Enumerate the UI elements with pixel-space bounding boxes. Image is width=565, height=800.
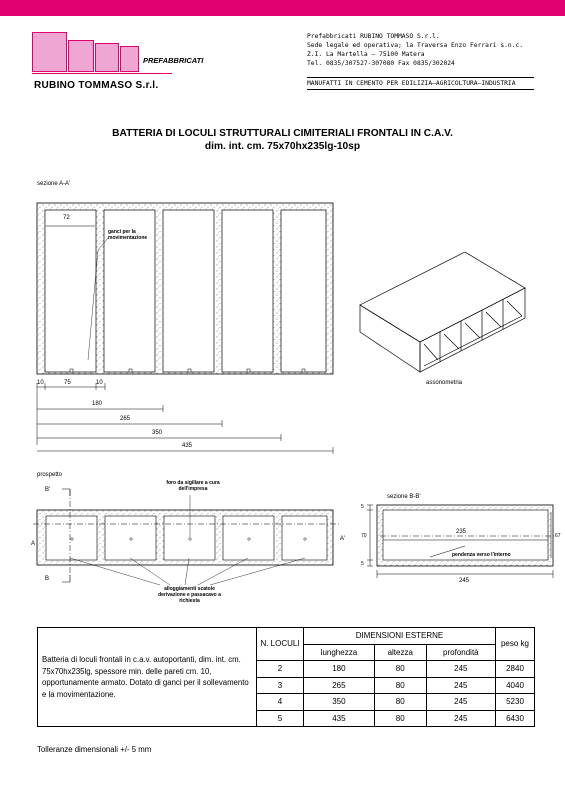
cell-n: 3 xyxy=(257,677,304,694)
cell-weight: 5230 xyxy=(496,694,535,711)
cell-weight: 4040 xyxy=(496,677,535,694)
company-name: RUBINO TOMMASO S.r.l. xyxy=(34,80,159,91)
cell-n: 2 xyxy=(257,661,304,678)
seat-note: alloggiamenti scatole derivazione e passacavo a richiesta xyxy=(158,586,221,604)
slope-note: pendenza verso l'interno xyxy=(452,552,511,558)
cell-weight: 6430 xyxy=(496,710,535,727)
cell-depth: 245 xyxy=(426,677,495,694)
dim-10-right: 10 xyxy=(96,380,103,386)
marker-a-prime: A' xyxy=(340,536,346,542)
cell-length: 265 xyxy=(304,677,375,694)
section-bb-label: sezione B-B' xyxy=(387,494,421,500)
col-dimensions: DIMENSIONI ESTERNE xyxy=(304,628,496,645)
cell-depth: 245 xyxy=(426,710,495,727)
dim-180: 180 xyxy=(92,401,103,407)
drawing-subtitle: dim. int. cm. 75x70hx235lg-10sp xyxy=(204,141,361,152)
header-info-line-1: Prefabbricati RUBINO TOMMASO S.r.l. xyxy=(307,33,440,40)
tolerance-note: Tolleranze dimensionali +/- 5 mm xyxy=(37,745,152,754)
dim-265: 265 xyxy=(120,416,131,422)
dim-350: 350 xyxy=(152,430,163,436)
cell-1 xyxy=(45,210,96,372)
marker-b: B xyxy=(45,576,50,582)
col-length: lunghezza xyxy=(304,644,375,661)
cell-height: 80 xyxy=(374,710,426,727)
cell-length: 350 xyxy=(304,694,375,711)
product-description: Batteria di loculi frontali in c.a.v. autoportanti, dim. int. cm. 75x70hx235lg, spessore min. delle pareti cm. 10, opportunamente armato. Dotato di ganci per il sollevamento e la movimentazione. xyxy=(38,628,257,727)
header-info-line-4: Tel. 0835/307527-307080 Fax 0835/302024 xyxy=(307,60,455,67)
axonometry-label: assonometria xyxy=(426,380,463,386)
marker-a: A xyxy=(31,541,36,547)
prospetto-label: prospetto xyxy=(37,472,63,478)
bb-total-length: 245 xyxy=(459,578,470,584)
hook-note: ganci per la movimentazione xyxy=(108,229,148,241)
section-aa-drawing xyxy=(37,203,333,374)
bb-right-dim: 67 xyxy=(555,533,561,539)
prospetto-drawing xyxy=(33,489,340,585)
hole-note: foro da sigillare a cura dell'impresa xyxy=(166,480,220,492)
bb-dim-bottom: 5 xyxy=(361,561,364,567)
dim-10-left: 10 xyxy=(37,380,44,386)
brand-label: PREFABBRICATI xyxy=(143,56,204,65)
marker-b-prime: B' xyxy=(45,487,51,493)
cell-height: 80 xyxy=(374,677,426,694)
cell-height: 80 xyxy=(374,661,426,678)
cell-depth: 245 xyxy=(426,694,495,711)
bb-dim-mid: 70 xyxy=(361,533,367,539)
dim-435: 435 xyxy=(182,443,193,449)
cell-weight: 2840 xyxy=(496,661,535,678)
cell-length: 180 xyxy=(304,661,375,678)
section-aa-label: sezione A-A' xyxy=(37,181,71,187)
header-info-line-3: Z.I. La Martella – 75100 Matera xyxy=(307,51,425,58)
inner-width-dim: 72 xyxy=(63,215,70,221)
cell-n: 5 xyxy=(257,710,304,727)
bb-dim-top: 5 xyxy=(361,504,364,510)
axonometric-view xyxy=(360,252,525,372)
drawing-title: BATTERIA DI LOCULI STRUTTURALI CIMITERIALI FRONTALI IN C.A.V. xyxy=(112,128,453,139)
section-bb-drawing xyxy=(367,505,556,578)
dim-75: 75 xyxy=(64,380,71,386)
col-loculi: N. LOCULI xyxy=(257,628,304,661)
table-header-row xyxy=(38,628,535,645)
cell-length: 435 xyxy=(304,710,375,727)
header-info-line-2: Sede legale ed operativa; la Traversa Enzo Ferrari s.n.c. xyxy=(307,42,524,49)
cell-3 xyxy=(163,210,214,372)
cell-depth: 245 xyxy=(426,661,495,678)
cell-n: 4 xyxy=(257,694,304,711)
col-depth: profondità xyxy=(426,644,495,661)
cell-height: 80 xyxy=(374,694,426,711)
bb-inner-length: 235 xyxy=(456,529,467,535)
col-height: altezza xyxy=(374,644,426,661)
header-tagline: MANUFATTI IN CEMENTO PER EDILIZIA–AGRICOLTURA–INDUSTRIA xyxy=(307,80,516,87)
col-weight: peso kg xyxy=(496,628,535,661)
cell-4 xyxy=(222,210,273,372)
specs-table xyxy=(37,627,535,727)
cell-5 xyxy=(281,210,326,372)
